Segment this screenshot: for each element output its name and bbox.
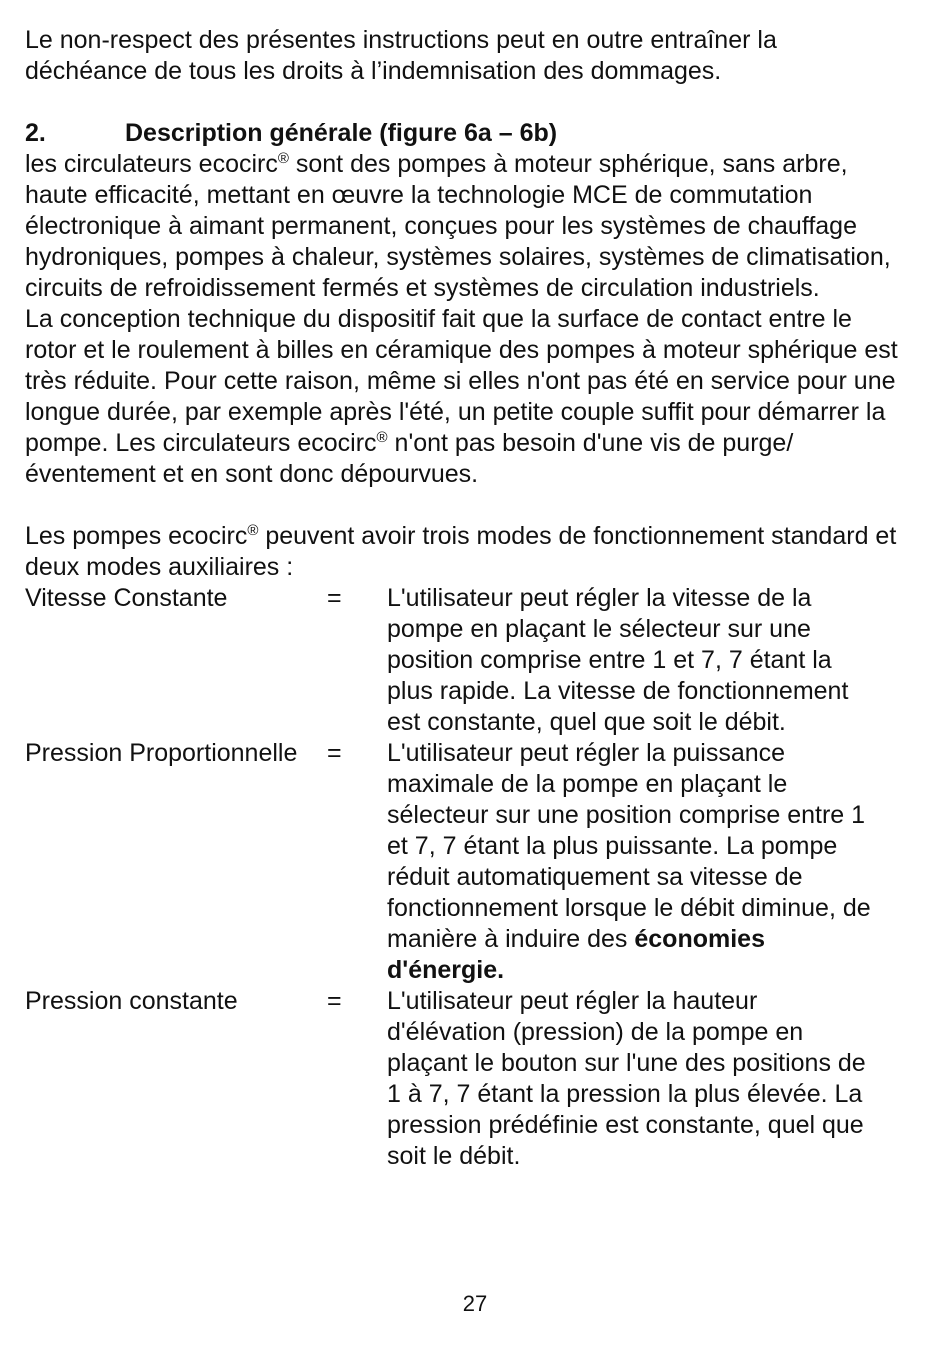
- mode-row-constant-speed: [25, 583, 905, 738]
- registered-mark: ®: [277, 150, 289, 167]
- paragraph-description-rest: sont des pompes à moteur sphérique, sans arbre, haute efficacité, mettant en œuvre la technologie MCE de commutation électronique à aimant permanent, conçues pour les systèmes de chauffage hydroniques, pompes à chaleur, systèmes solaires, systèmes de climatisation, circuits de refroidissement fermés et systèmes de circulation industriels.: [25, 150, 891, 302]
- mode-row-proportional-pressure: [25, 738, 905, 986]
- mode-description-text: L'utilisateur peut régler la puissance maximale de la pompe en plaçant le sélecteur sur une position comprise entre 1 et 7, 7 étant la plus puissante. La pompe réduit automatiquement sa vitesse de fonctionnement lorsque le débit diminue, de manière à induire des: [387, 739, 871, 953]
- document-page: [25, 25, 905, 1172]
- paragraph-design: [25, 304, 905, 490]
- mode-description-emphasis: économies d'énergie.: [387, 925, 765, 984]
- paragraph-design-text: La conception technique du dispositif fait que la surface de contact entre le rotor et le roulement à billes en céramique des pompes à moteur sphérique est très réduite. Pour cette raison, même si elles n'ont pas été en service pour une longue durée, par exemple après l'été, un petite couple suffit pour démarrer la pompe. Les circulateurs ecocirc: [25, 305, 898, 457]
- page-number: 27: [462, 1291, 488, 1316]
- paragraph-design-tail: n'ont pas besoin d'une vis de purge/éventement et en sont donc dépourvues.: [25, 429, 794, 488]
- mode-term: Vitesse Constante: [25, 584, 228, 612]
- mode-equals: =: [327, 739, 342, 767]
- registered-mark: ®: [376, 429, 388, 446]
- mode-row-constant-pressure: [25, 986, 905, 1172]
- section-number: 2.: [25, 119, 46, 147]
- spacer: [25, 87, 905, 118]
- paragraph-description-start: les circulateurs ecocirc: [25, 150, 278, 178]
- paragraph-modes-intro-start: Les pompes ecocirc: [25, 522, 248, 550]
- registered-mark: ®: [247, 522, 259, 539]
- spacer: [25, 490, 905, 521]
- intro-line-2: déchéance de tous les droits à l’indemnisation des dommages.: [25, 57, 722, 85]
- mode-equals: =: [327, 987, 342, 1015]
- mode-description: [387, 738, 877, 986]
- mode-term: Pression Proportionnelle: [25, 739, 298, 767]
- paragraph-modes-intro-rest: peuvent avoir trois modes de fonctionnement standard et deux modes auxiliaires :: [25, 522, 897, 581]
- intro-line-1: Le non-respect des présentes instructions peut en outre entraîner la: [25, 26, 777, 54]
- section-title: Description générale (figure 6a – 6b): [125, 119, 558, 147]
- mode-description: L'utilisateur peut régler la hauteur d'élévation (pression) de la pompe en plaçant le bouton sur l'une des positions de 1 à 7, 7 étant la pression la plus élevée. La pression prédéfinie est constante, quel que soit le débit.: [387, 987, 866, 1170]
- section-heading: [25, 118, 905, 149]
- mode-term: Pression constante: [25, 987, 238, 1015]
- mode-description: L'utilisateur peut régler la vitesse de la pompe en plaçant le sélecteur sur une position comprise entre 1 et 7, 7 étant la plus rapide. La vitesse de fonctionnement est constante, quel que soit le débit.: [387, 584, 849, 736]
- mode-equals: =: [327, 584, 342, 612]
- paragraph-description: [25, 149, 905, 304]
- paragraph-modes-intro: [25, 521, 905, 583]
